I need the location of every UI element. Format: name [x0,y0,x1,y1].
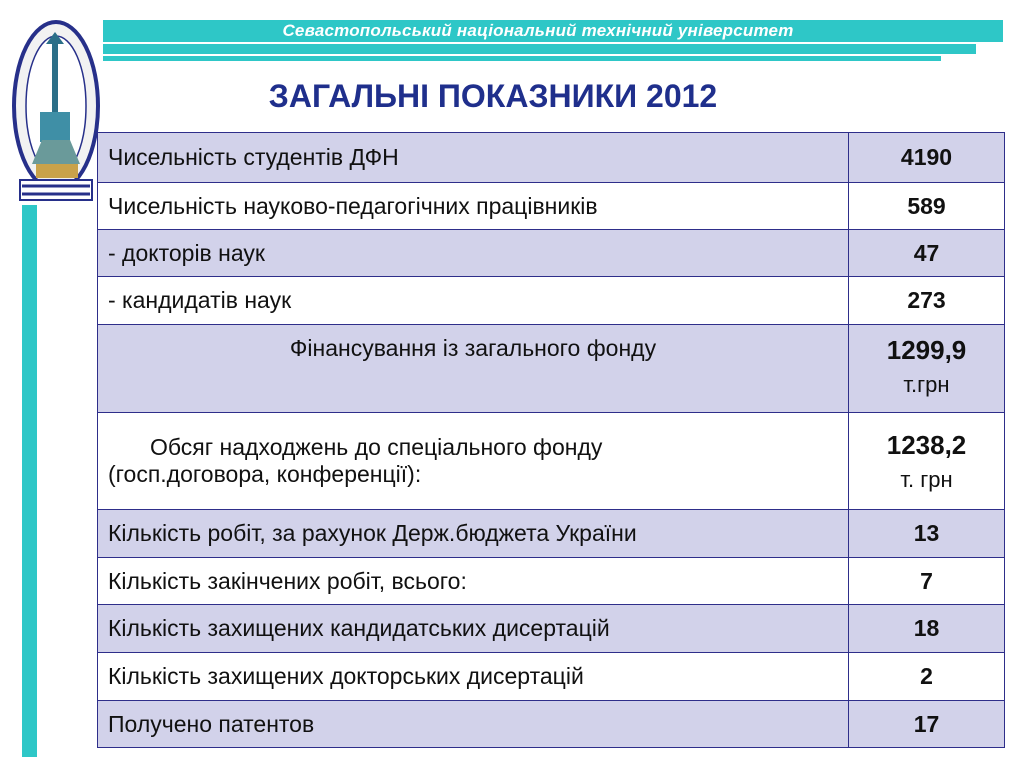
row-label: - кандидатів наук [98,277,849,325]
row-value: 273 [849,277,1005,325]
row-label-cell [98,413,849,510]
university-seal-icon [10,14,102,204]
table-row [98,133,1005,183]
row-label: Чисельність студентів ДФН [98,133,849,183]
row-value: 2 [849,653,1005,701]
row-label: Получено патентов [98,701,849,748]
row-value: 18 [849,605,1005,653]
row-unit: т. грн [900,466,953,492]
row-value: 47 [849,230,1005,277]
table-row [98,701,1005,748]
row-label: Кількість захищених докторських дисертацій [98,653,849,701]
row-value: 1238,2 [886,429,967,460]
table-row [98,183,1005,230]
left-accent-bar [22,205,37,757]
table-row [98,277,1005,325]
row-label: Кількість закінчених робіт, всього: [98,558,849,605]
row-label: - докторів наук [98,230,849,277]
row-label-line: (госп.договора, конференції): [108,461,422,487]
indicators-table [97,132,1005,748]
university-name: Севастопольський національний технічний університет [282,21,794,40]
row-value: 1299,9 [886,335,967,365]
table-row [98,510,1005,558]
row-value: 589 [849,183,1005,230]
row-value-cell [849,413,1005,510]
header-bar-stripe-thin [103,56,941,61]
row-value: 4190 [849,133,1005,183]
table-row [98,605,1005,653]
row-label: Фінансування із загального фонду [98,325,849,413]
row-label-line: Обсяг надходжень до спеціального фонду [150,434,603,460]
table-row [98,558,1005,605]
row-label: Чисельність науково-педагогічних працівників [98,183,849,230]
header-bar-stripe [103,44,976,54]
row-value: 7 [849,558,1005,605]
row-unit: т.грн [903,372,950,397]
table-row [98,413,1005,510]
row-value: 17 [849,701,1005,748]
row-label: Кількість робіт, за рахунок Держ.бюджета України [98,510,849,558]
row-value: 13 [849,510,1005,558]
row-value-cell [849,325,1005,413]
table-row [98,325,1005,413]
row-label: Кількість захищених кандидатських дисертацій [98,605,849,653]
page-title: ЗАГАЛЬНІ ПОКАЗНИКИ 2012 [268,78,718,114]
table-row [98,230,1005,277]
table-row [98,653,1005,701]
university-logo [10,14,102,204]
